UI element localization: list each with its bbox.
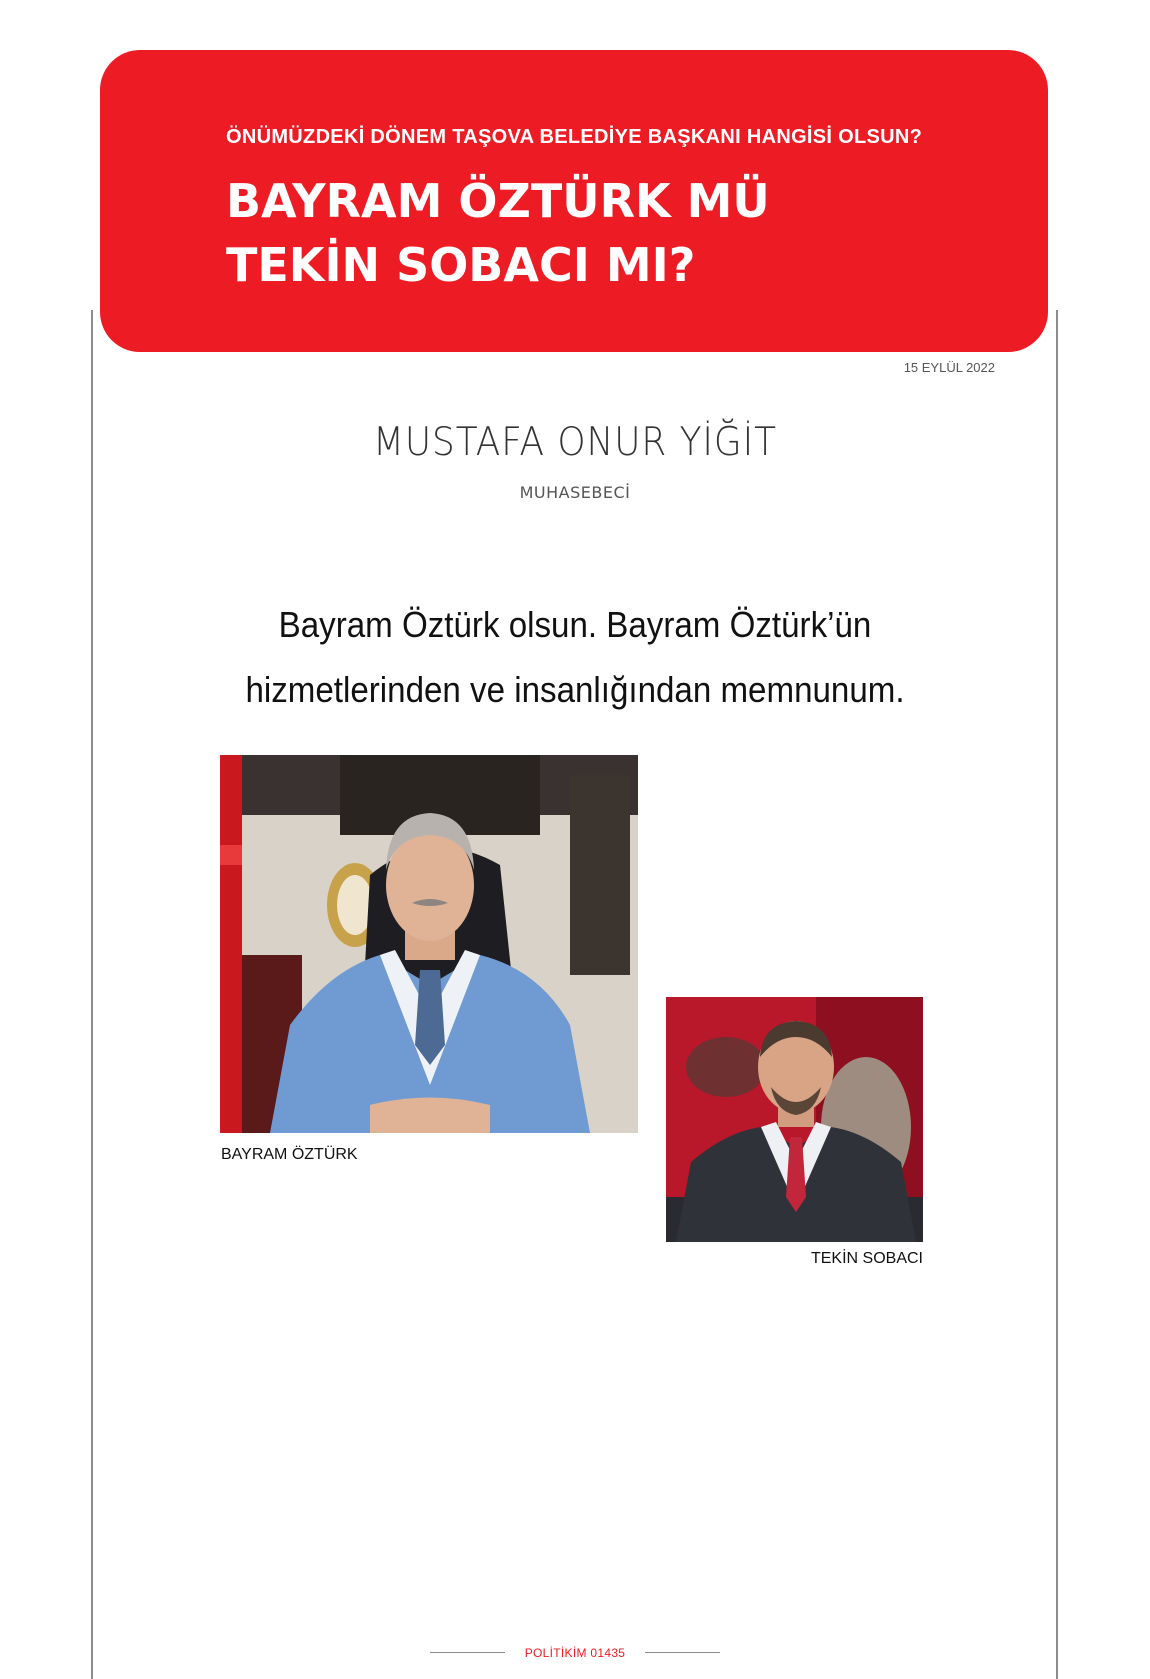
quote-line-1: Bayram Öztürk olsun. Bayram Öztürk’ün [278, 604, 872, 645]
author-name: MUSTAFA ONUR YİĞİT [372, 420, 777, 465]
banner-kicker: ÖNÜMÜZDEKİ DÖNEM TAŞOVA BELEDİYE BAŞKANI HANGİSİ OLSUN? [226, 126, 923, 148]
portrait-illustration-1 [220, 755, 638, 1133]
page-frame-left-rule [91, 310, 93, 1679]
page-frame-right-rule [1056, 310, 1058, 1679]
photo-caption-bayram-ozturk: BAYRAM ÖZTÜRK [221, 1146, 358, 1163]
headline-banner [100, 50, 1048, 352]
footer-rule-right [645, 1652, 720, 1653]
publish-date: 15 EYLÜL 2022 [903, 360, 995, 375]
author-role: MUHASEBECİ [519, 483, 631, 502]
quote-block [207, 592, 943, 722]
footer-rule-left [430, 1652, 505, 1653]
photo-tekin-sobaci [666, 997, 923, 1242]
headline-line-2: TEKİN SOBACI MI? [226, 238, 696, 292]
banner-headline [226, 169, 770, 297]
quote-line-2: hizmetlerinden ve insanlığından memnunum. [245, 669, 905, 710]
headline-line-1: BAYRAM ÖZTÜRK MÜ [226, 174, 770, 228]
portrait-illustration-2 [666, 997, 923, 1242]
photo-caption-tekin-sobaci: TEKİN SOBACI [810, 1250, 923, 1267]
photo-bayram-ozturk [220, 755, 638, 1133]
footer-label: POLİTİKİM 01435 [524, 1645, 626, 1660]
page-footer [0, 1640, 1150, 1660]
